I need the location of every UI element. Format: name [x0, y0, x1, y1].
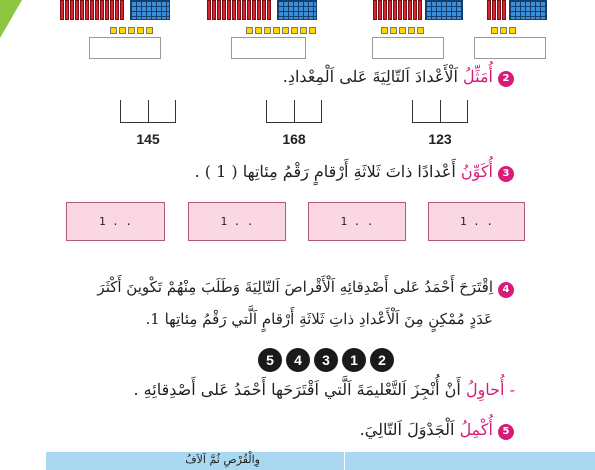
instruction-5-text: اَلْجَدْوَلَ اَلتّالِيَ. — [359, 420, 460, 439]
base-ten-group-1 — [60, 0, 170, 22]
answer-box-4[interactable] — [474, 37, 546, 59]
hundreds-flat — [509, 0, 547, 20]
instruction-2 — [283, 67, 493, 86]
corner-decoration — [0, 0, 22, 38]
question-number-5: 5 — [498, 424, 514, 440]
abacus-table-3[interactable] — [412, 100, 468, 123]
number-box-4[interactable]: 1 . . — [428, 202, 525, 241]
instruction-3-text: أَعْدادًا ذاتَ ثَلاثَةِ أَرْقامٍ رَقْمُ مِئاتِها ( 1 ) . — [194, 162, 461, 181]
tens-rods — [487, 0, 506, 22]
number-label-3: 123 — [428, 131, 452, 147]
units-cubes-1 — [110, 27, 153, 35]
base-ten-group-3 — [373, 0, 463, 22]
disc-5: 2 — [370, 348, 394, 372]
keyword-form: أُكَوِّنُ — [460, 162, 493, 181]
disc-1: 5 — [258, 348, 282, 372]
number-box-2[interactable]: 1 . . — [188, 202, 286, 241]
hundreds-flat — [425, 0, 463, 20]
disc-4: 1 — [342, 348, 366, 372]
attempt-instruction — [133, 380, 515, 399]
table-header-row — [46, 452, 595, 470]
instruction-2-text: اَلْأَعْدادَ اَلتّالِيَةَ عَلى اَلْمِعْدادِ. — [282, 67, 464, 86]
question-number-4: 4 — [498, 282, 514, 298]
disc-2: 4 — [286, 348, 310, 372]
units-cubes-2 — [246, 27, 316, 35]
instruction-5 — [360, 420, 493, 439]
answer-box-1[interactable] — [89, 37, 161, 59]
abacus-table-2[interactable] — [266, 100, 322, 123]
disc-3: 3 — [314, 348, 338, 372]
attempt-text: أَنْ أُنْجِزَ اَلتَّعْليمَةَ اَلَّتي اَقْتَرَحَها أَحْمَدُ عَلى أَصْدِقائِهِ . — [133, 380, 466, 399]
units-cubes-3 — [381, 27, 424, 35]
question-number-2: 2 — [498, 71, 514, 87]
answer-box-2[interactable] — [231, 37, 306, 59]
abacus-table-1[interactable] — [120, 100, 176, 123]
number-label-1: 145 — [136, 131, 160, 147]
units-cubes-4 — [491, 27, 516, 35]
instruction-4-line-1: اِقْتَرَحَ أَحْمَدُ عَلى أَصْدِقائِهِ اَلْأَقْراصَ اَلتّالِيَةَ وَطَلَبَ مِنْهُمْ تَكْوينَ أَكْثَرَ — [97, 278, 493, 296]
answer-box-3[interactable] — [372, 37, 444, 59]
tens-rods — [207, 0, 271, 22]
tens-rods — [60, 0, 124, 22]
number-label-2: 168 — [282, 131, 306, 147]
hundreds-flat — [130, 0, 170, 20]
table-header-cell: وِالْقُرْصِ ثُمَّ آلاَفُ — [185, 453, 260, 466]
tens-rods — [373, 0, 422, 22]
keyword-complete: أُكْمِلُ — [459, 420, 493, 439]
keyword-try: - أُحاوِلُ — [465, 380, 515, 399]
question-number-3: 3 — [498, 166, 514, 182]
number-box-1[interactable]: 1 . . — [66, 202, 165, 241]
base-ten-group-2 — [207, 0, 317, 22]
instruction-3 — [195, 162, 493, 181]
number-box-3[interactable]: 1 . . — [308, 202, 406, 241]
keyword-represent: أُمَثِّلُ — [463, 67, 493, 86]
hundreds-flat — [277, 0, 317, 20]
instruction-4-line-2: عَدَدٍ مُمْكِنٍ مِنَ اَلْأَعْدادِ ذاتِ ثَلاثَةِ أَرْقامٍ اَلَّتي رَقْمُ مِئاتِها 1. — [145, 310, 493, 328]
base-ten-group-4 — [487, 0, 547, 22]
